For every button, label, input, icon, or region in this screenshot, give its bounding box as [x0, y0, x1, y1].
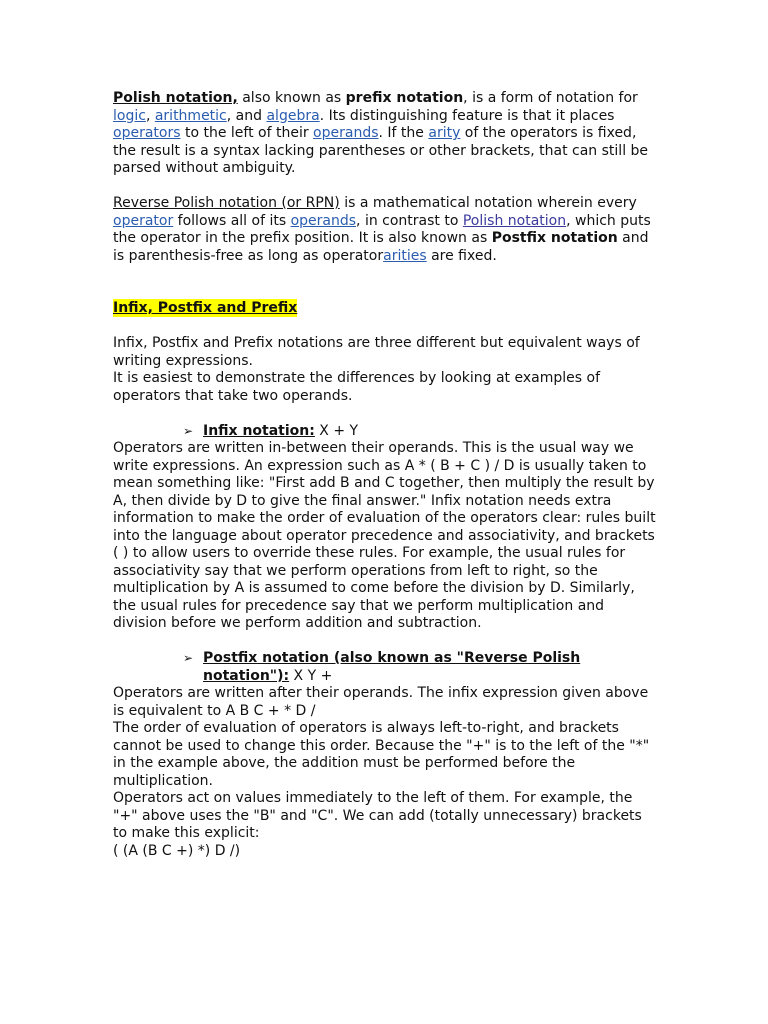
operator-link[interactable]: operator	[113, 212, 174, 229]
intro-line-2: It is easiest to demonstrate the differences by looking at examples of operators that take two operands.	[113, 370, 600, 404]
postfix-notation-term: Postfix notation	[491, 230, 618, 246]
postfix-bullet-item	[113, 650, 658, 685]
arrow-bullet-icon: ➢	[183, 423, 194, 438]
infix-bullet-item	[113, 423, 658, 441]
algebra-link[interactable]: algebra	[266, 107, 320, 124]
arity-link[interactable]: arity	[428, 125, 461, 141]
rpn-term: Reverse Polish notation (or RPN)	[113, 195, 340, 211]
section-heading: Infix, Postfix and Prefix	[113, 300, 298, 316]
postfix-line-3: Operators act on values immediately to the left of them. For example, the "+" above uses the "B" and "C". We can add (totally unnecessary) brackets to make this explicit:	[113, 790, 642, 841]
operands-link-2[interactable]: operands	[290, 212, 357, 229]
rpn-paragraph: Reverse Polish notation (or RPN) is a mathematical notation wherein every operator follows all of its operands, in contrast to Polish notation, which puts the operator in the prefix position. It is also known as Postfix notation and is parenthesis-free as long as operatorarities are fixed.	[113, 195, 651, 264]
operands-link[interactable]: operands	[313, 125, 379, 141]
polish-notation-paragraph: Polish notation, also known as prefix notation, is a form of notation for logic, arithmetic, and algebra. Its distinguishing feature is that it places operators to the left of their operands. If the arity of the operators is fixed, the result is a syntax lacking parentheses or other brackets, that can still be parsed without ambiguity.	[113, 90, 649, 176]
infix-title: Infix notation:	[203, 422, 315, 439]
postfix-line-2: The order of evaluation of operators is always left-to-right, and brackets cannot be used to change this order. Because the "+" is to the left of the "*" in the example above, the addition must be performed before the multiplication.	[113, 720, 650, 789]
arrow-bullet-icon: ➢	[183, 651, 194, 665]
postfix-line-4: ( (A (B C +) *) D /)	[113, 842, 241, 859]
postfix-title: Postfix notation (also known as "Reverse Polish notation"):	[203, 650, 581, 684]
polish-notation-term: Polish notation,	[113, 90, 238, 106]
polish-notation-link[interactable]: Polish notation	[462, 212, 567, 229]
document-page	[113, 90, 658, 860]
prefix-notation-term: prefix notation	[345, 90, 464, 106]
arities-link[interactable]: arities	[383, 247, 427, 264]
logic-link[interactable]: logic	[113, 107, 146, 124]
operators-link[interactable]: operators	[113, 125, 181, 141]
intro-line-1: Infix, Postfix and Prefix notations are three different but equivalent ways of writing expressions.	[113, 335, 640, 369]
postfix-line-1: Operators are written after their operands. The infix expression given above is equivalent to A B C + * D /	[113, 685, 649, 719]
infix-expression: X + Y	[314, 422, 359, 439]
arithmetic-link[interactable]: arithmetic	[154, 107, 227, 124]
postfix-expression: X Y +	[289, 667, 333, 684]
infix-body: Operators are written in-between their operands. This is the usual way we write expressions. An expression such as A * ( B + C ) / D is usually taken to mean something like: "First add B and C together, then multiply the result by A, then divide by D to give the final answer." Infix notation needs extra information to make the order of evaluation of the operators clear: rules built into the language about operator precedence and associativity, and brackets ( ) to allow users to override these rules. For example, the usual rules for associativity say that we perform operations from left to right, so the multiplication by A is assumed to come before the division by D. Similarly, the usual rules for precedence say that we perform multiplication and division before we perform addition and subtraction.	[113, 440, 656, 631]
